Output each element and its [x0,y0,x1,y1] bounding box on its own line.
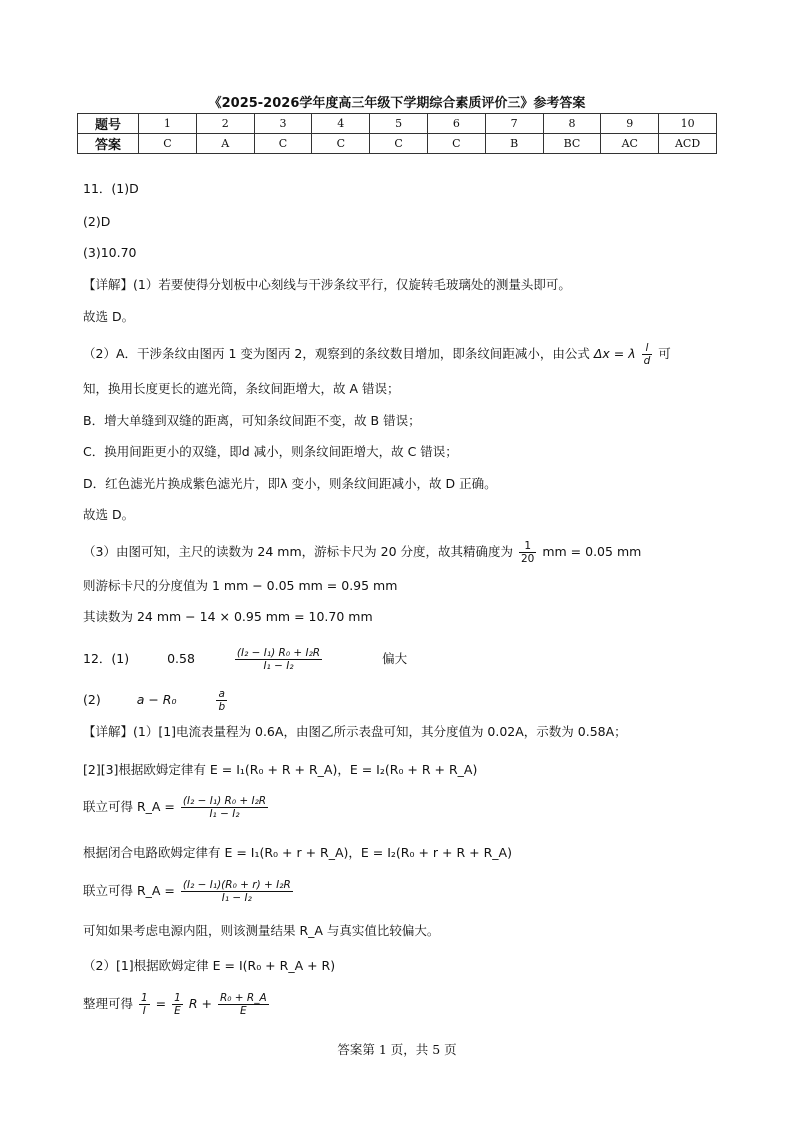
text: （3）由图可知，主尺的读数为 24 mm，游标卡尺为 20 分度，故其精确度为 [83,544,514,559]
table-cell: C [427,134,485,154]
fraction [139,992,150,1017]
q12-answer-1 [83,647,407,672]
denominator: I₁ − I₂ [209,808,240,820]
q12-detail-6: 可知如果考虑电源内阻，则该测量结果 R_A 与真实值比较偏大。 [83,923,440,938]
denominator: I₁ − I₂ [263,660,294,672]
q11-choose-1: 故选 D。 [83,309,135,324]
q11-part2-a-cont: 知，换用长度更长的遮光筒，条纹间距增大，故 A 错误； [83,381,400,396]
fraction [519,540,536,565]
formula: Δx = λ [593,346,636,361]
q11-choose-2: 故选 D。 [83,507,135,522]
text: 联立可得 R_A = [83,883,175,898]
q11-answer-3: (3)10.70 [83,245,137,260]
text: 整理可得 [83,996,134,1011]
fraction [218,992,269,1017]
fraction [235,647,322,672]
text: mm = 0.05 mm [542,544,642,559]
q11-answer-1: 11．(1)D [83,181,139,196]
label: (2) [83,692,101,707]
answer-row [78,134,717,154]
fraction [172,992,183,1017]
q12-detail-4: 根据闭合电路欧姆定律有 E = I₁(R₀ + r + R_A)，E = I₂(R₀ + r + R + R_A) [83,845,512,860]
table-cell: AC [601,134,659,154]
table-cell: A [196,134,254,154]
table-cell: 4 [312,114,370,134]
row-label-number: 题号 [78,114,139,134]
question-number-row [78,114,717,134]
answer-table [77,113,717,154]
q11-part3-line3: 其读数为 24 mm − 14 × 0.95 mm = 10.70 mm [83,609,373,624]
formula: R + [188,996,212,1011]
table-cell: 1 [139,114,197,134]
text: 联立可得 R_A = [83,799,175,814]
denominator: E [174,1005,181,1017]
numerator: (I₂ − I₁) R₀ + I₂R [182,795,267,807]
table-cell: 10 [659,114,717,134]
q11-part3-line2: 则游标卡尺的分度值为 1 mm − 0.05 mm = 0.95 mm [83,578,398,593]
numerator: (I₂ − I₁) R₀ + I₂R [236,647,321,659]
table-cell: 3 [254,114,312,134]
table-cell: C [312,134,370,154]
table-cell: BC [543,134,601,154]
denominator: 20 [521,553,535,565]
q11-part2-a [83,342,671,367]
value: 偏大 [382,651,408,666]
q11-detail-1: 【详解】(1）若要使得分划板中心刻线与干涉条纹平行，仅旋转毛玻璃处的测量头即可。 [83,277,571,292]
table-cell: B [485,134,543,154]
q12-detail-7: （2）[1]根据欧姆定律 E = I(R₀ + R_A + R) [83,958,336,973]
q11-part2-d: D．红色滤光片换成紫色滤光片，即λ 变小，则条纹间距减小，故 D 正确。 [83,476,497,491]
numerator: 1 [141,992,148,1004]
q11-part2-c: C．换用间距更小的双缝，即d 减小，则条纹间距增大，故 C 错误； [83,444,458,459]
table-cell: 8 [543,114,601,134]
table-cell: C [254,134,312,154]
q12-detail-5 [83,879,295,904]
numerator: 1 [519,540,536,553]
q11-part2-b: B．增大单缝到双缝的距离，可知条纹间距不变，故 B 错误； [83,413,421,428]
q12-detail-2: [2][3]根据欧姆定律有 E = I₁(R₀ + R + R_A)，E = I₂(R₀ + R + R_A) [83,762,478,777]
numerator: (I₂ − I₁)(R₀ + r) + I₂R [182,879,291,891]
q12-detail-1: 【详解】(1）[1]电流表量程为 0.6A，由图乙所示表盘可知，其分度值为 0.02A，示数为 0.58A； [83,724,627,739]
q12-answer-2 [83,688,229,713]
numerator: R₀ + R_A [219,992,267,1004]
table-cell: 7 [485,114,543,134]
table-cell: C [139,134,197,154]
q11-part3 [83,540,641,565]
text: 可 [658,346,671,361]
formula: a − R₀ [136,692,177,707]
table-cell: 2 [196,114,254,134]
table-cell: C [370,134,428,154]
denominator: I₁ − I₂ [221,892,252,904]
page-title: 《2025-2026学年度高三年级下学期综合素质评价三》参考答案 [208,96,586,111]
numerator: a [216,688,227,701]
fraction [181,795,268,820]
fraction [181,879,293,904]
table-cell: 9 [601,114,659,134]
text: （2）A．干涉条纹由图丙 1 变为图丙 2，观察到的条纹数目增加，即条纹间距减小，由公式 [83,346,590,361]
q12-detail-3 [83,795,270,820]
value: 0.58 [167,651,195,666]
table-cell: ACD [659,134,717,154]
denominator: E [239,1005,247,1017]
table-cell: 5 [370,114,428,134]
fraction [642,342,653,367]
row-label-answer: 答案 [78,134,139,154]
numerator: l [642,342,653,355]
label: 12．(1) [83,651,130,666]
denominator: I [142,1005,146,1017]
table-cell: 6 [427,114,485,134]
denominator: d [643,355,651,367]
operator: = [155,996,167,1011]
fraction [216,688,227,713]
q11-answer-2: (2)D [83,214,111,229]
page-footer: 答案第 1 页，共 5 页 [337,1042,457,1057]
denominator: b [218,701,226,713]
q12-detail-8 [83,992,271,1017]
numerator: 1 [174,992,181,1004]
